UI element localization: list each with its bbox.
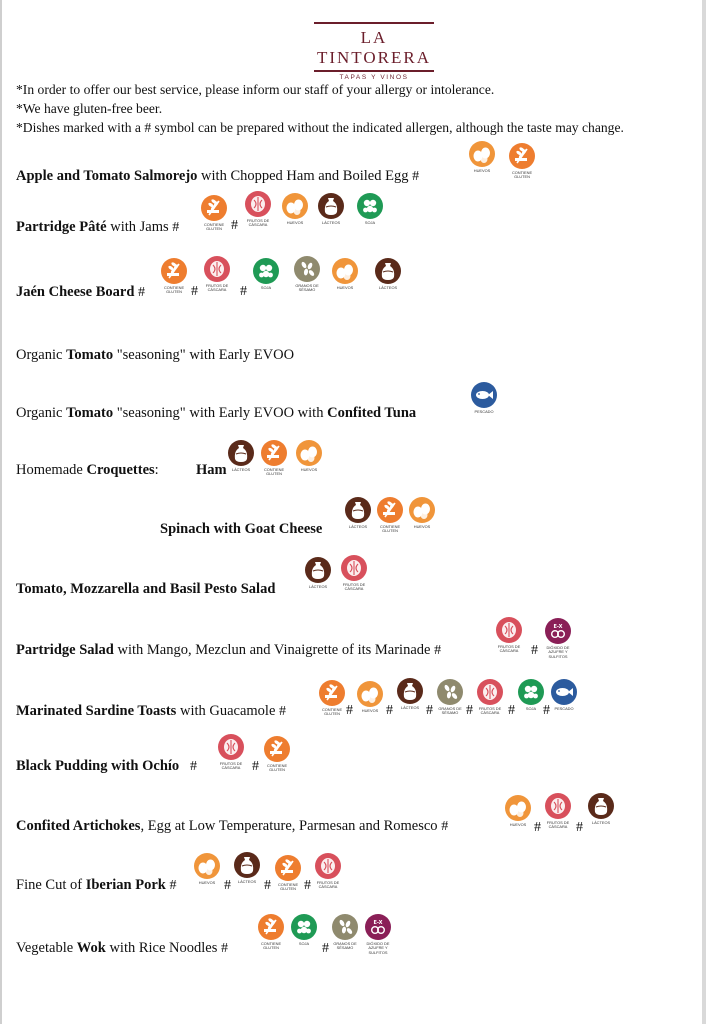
menu-item-mozzarella-salad [16,581,275,598]
item-name: Croquettes [86,462,155,478]
gluten-symbol [275,855,301,881]
allergen-huevos-icon [501,795,535,827]
gluten-symbol [264,736,290,762]
allergen-label: LÁCTEOS [348,524,368,529]
allergen-label: CONTIENE GLUTEN [266,763,288,773]
allergen-huevos-icon [353,681,387,713]
allergen-huevos-icon [190,853,224,885]
hash-marker: # [466,703,473,718]
allergen-lacteos-icon [341,497,375,529]
allergen-huevos-icon [278,193,312,225]
menu-item-partridge-salad [16,642,441,659]
allergen-label: SOJA [260,285,272,290]
huevos-symbol [332,258,358,284]
frutos-symbol [496,617,522,643]
allergen-huevos-icon [405,497,439,529]
allergen-label: HUEVOS [286,220,304,225]
allergen-gluten-icon [197,195,231,232]
allergen-soja-icon [249,258,283,290]
allergen-label: GRANOS DE SÉSAMO [438,706,462,716]
allergen-label: HUEVOS [300,467,318,472]
item-name: Tomato [66,405,114,421]
item-description: with Chopped Ham and Boiled Egg [197,168,409,184]
sesamo-symbol [437,679,463,705]
allergen-label: SOJA [525,706,537,711]
allergen-pescado-icon [467,382,501,414]
menu-item-croquettes [16,462,159,479]
allergen-gluten-icon [260,736,294,773]
gluten-symbol [261,440,287,466]
menu-item-wok [16,940,228,957]
lacteos-symbol [345,497,371,523]
hash-marker: # [543,703,550,718]
allergen-label: FRUTOS DE CÁSCARA [342,582,366,592]
sulfitos-symbol [365,914,391,940]
allergen-label: LÁCTEOS [378,285,398,290]
allergen-frutos-icon [311,853,345,890]
huevos-symbol [296,440,322,466]
allergen-sesamo-icon [433,679,467,716]
soja-symbol [253,258,279,284]
croquette-spinach [160,521,322,538]
note-allergy: *In order to offer our best service, please inform our staff of your allergy or intolerance. [16,82,495,97]
allergen-frutos-icon [214,734,248,771]
item-name: Black Pudding with Ochío [16,758,180,774]
item-description: "seasoning" with Early EVOO with [113,405,328,421]
allergen-sesamo-icon [328,914,362,951]
allergen-frutos-icon [337,555,371,592]
hash-marker: # [240,284,247,299]
allergen-lacteos-icon [230,852,264,884]
note-gluten-free-beer: *We have gluten-free beer. [16,101,163,116]
allergen-label: GRANOS DE SÉSAMO [295,283,319,293]
gluten-symbol [509,143,535,169]
allergen-frutos-icon [492,617,526,654]
allergen-gluten-icon [157,258,191,295]
allergen-huevos-icon [465,141,499,173]
item-prefix: Fine Cut of [16,877,86,893]
item-name: Ham [196,462,227,478]
allergen-lacteos-icon [224,440,258,472]
item-description: with Rice Noodles [105,940,218,956]
huevos-symbol [357,681,383,707]
menu-item-tomato [16,347,294,364]
menu-item-tomato-tuna [16,405,416,422]
item-name: Tomato [66,347,114,363]
huevos-symbol [194,853,220,879]
allergen-gluten-icon [315,680,349,717]
allergen-label: DIÓXIDO DE AZUFRE Y SULFITOS [366,941,390,955]
frutos-symbol [204,256,230,282]
item-name: Confited Artichokes [16,818,141,834]
hash-marker: # [191,284,198,299]
allergen-gluten-icon [373,497,407,534]
hash-marker: # [434,643,442,658]
menu-item-salmorejo [16,168,419,185]
item-name: Partridge Salad [16,642,114,658]
sesamo-symbol [294,256,320,282]
frutos-symbol [218,734,244,760]
hash-marker: # [534,820,541,835]
hash-marker: # [304,878,311,893]
item-prefix: Homemade [16,462,87,478]
lacteos-symbol [375,258,401,284]
allergen-label: CONTIENE GLUTEN [511,170,533,180]
logo-name: LA TINTORERA [316,28,431,67]
hash-marker: # [386,703,393,718]
hash-marker: # [231,218,238,233]
allergen-lacteos-icon [584,793,618,825]
svg-text:E-X: E-X [553,624,563,630]
allergen-gluten-icon [257,440,291,477]
hash-marker: # [531,643,538,658]
allergen-label: CONTIENE GLUTEN [263,467,285,477]
allergen-label: HUEVOS [336,285,354,290]
soja-symbol [518,679,544,705]
allergen-label: DIÓXIDO DE AZUFRE Y SULFITOS [546,645,570,659]
allergen-sulfitos-icon [541,618,575,659]
allergen-label: FRUTOS DE CÁSCARA [219,761,243,771]
hash-marker: # [221,941,228,956]
item-name-secondary: Confited Tuna [327,405,417,421]
item-description: with Guacamole [176,703,276,719]
hash-marker: # [252,759,259,774]
allergen-label: PESCADO [554,706,574,711]
item-name: Jaén Cheese Board [16,284,135,300]
allergen-label: CONTIENE GLUTEN [203,222,225,232]
allergen-frutos-icon [541,793,575,830]
allergen-label: HUEVOS [509,822,527,827]
frutos-symbol [245,191,271,217]
allergy-notes [16,80,624,137]
allergen-frutos-icon [241,191,275,228]
allergen-label: FRUTOS DE CÁSCARA [205,283,229,293]
lacteos-symbol [397,678,423,704]
lacteos-symbol [588,793,614,819]
menu-item-pate [16,219,179,236]
item-prefix: Vegetable [16,940,77,956]
item-description: "seasoning" with Early EVOO [113,347,295,363]
allergen-label: LÁCTEOS [321,220,341,225]
allergen-label: CONTIENE GLUTEN [277,882,299,892]
allergen-label: HUEVOS [473,168,491,173]
frutos-symbol [341,555,367,581]
allergen-label: PESCADO [474,409,494,414]
frutos-symbol [545,793,571,819]
hash-marker: # [576,820,583,835]
gluten-symbol [161,258,187,284]
lacteos-symbol [318,193,344,219]
allergen-label: LÁCTEOS [591,820,611,825]
item-description: with Mango, Mezclun and Vinaigrette of its Marinade [113,642,431,658]
allergen-label: HUEVOS [413,524,431,529]
allergen-label: CONTIENE GLUTEN [260,941,282,951]
allergen-label: CONTIENE GLUTEN [321,707,343,717]
pescado-symbol [551,679,577,705]
page-border-left [0,0,2,1024]
hash-marker: # [346,703,353,718]
item-description: : [154,462,159,478]
allergen-label: CONTIENE GLUTEN [379,524,401,534]
allergen-huevos-icon [292,440,326,472]
allergen-sulfitos-icon [361,914,395,955]
allergen-label: CONTIENE GLUTEN [163,285,185,295]
huevos-symbol [409,497,435,523]
lacteos-symbol [228,440,254,466]
allergen-gluten-icon [505,143,539,180]
lacteos-symbol [305,557,331,583]
item-name: Wok [76,940,106,956]
allergen-label: FRUTOS DE CÁSCARA [316,880,340,890]
item-name: Marinated Sardine Toasts [16,703,177,719]
gluten-symbol [258,914,284,940]
allergen-lacteos-icon [301,557,335,589]
frutos-symbol [315,853,341,879]
allergen-frutos-icon [200,256,234,293]
allergen-sesamo-icon [290,256,324,293]
item-name: Iberian Pork [85,877,166,893]
huevos-symbol [469,141,495,167]
gluten-symbol [319,680,345,706]
croquette-ham [196,462,227,479]
gluten-symbol [377,497,403,523]
allergen-label: HUEVOS [361,708,379,713]
hash-marker: # [264,878,271,893]
hash-marker: # [172,220,180,235]
page-border-right [702,0,706,1024]
menu-item-sardine-toasts [16,703,286,720]
allergen-label: HUEVOS [198,880,216,885]
allergen-label: FRUTOS DE CÁSCARA [497,644,521,654]
allergen-label: LÁCTEOS [308,584,328,589]
sulfitos-symbol [545,618,571,644]
frutos-symbol [477,679,503,705]
allergen-label: SOJA [298,941,310,946]
allergen-frutos-icon [473,679,507,716]
allergen-soja-icon [353,193,387,225]
allergen-label: LÁCTEOS [237,879,257,884]
hash-marker: # [508,703,515,718]
hash-marker: # [322,941,329,956]
hash-marker: # [190,759,198,774]
allergen-gluten-icon [271,855,305,892]
hash-marker: # [169,878,177,893]
pescado-symbol [471,382,497,408]
item-prefix: Organic [16,347,67,363]
allergen-pescado-icon [547,679,581,711]
allergen-lacteos-icon [371,258,405,290]
menu-item-cheese-board [16,284,145,301]
gluten-symbol [201,195,227,221]
allergen-label: FRUTOS DE CÁSCARA [546,820,570,830]
item-name: Tomato, Mozzarella and Basil Pesto Salad [16,581,276,597]
item-name: Spinach with Goat Cheese [160,521,323,537]
soja-symbol [291,914,317,940]
hash-marker: # [224,878,231,893]
lacteos-symbol [234,852,260,878]
logo-subtitle: TAPAS Y VINOS [339,74,409,81]
soja-symbol [357,193,383,219]
allergen-soja-icon [287,914,321,946]
svg-text:E-X: E-X [373,920,383,926]
hash-marker: # [441,819,449,834]
item-prefix: Organic [16,405,67,421]
menu-item-black-pudding [16,758,197,775]
note-hash-symbol: *Dishes marked with a # symbol can be prepared without the indicated allergen, although the taste may change. [16,120,624,135]
restaurant-logo [312,22,436,81]
hash-marker: # [279,704,287,719]
menu-item-artichokes [16,818,448,835]
huevos-symbol [505,795,531,821]
allergen-label: FRUTOS DE CÁSCARA [246,218,270,228]
sesamo-symbol [332,914,358,940]
allergen-lacteos-icon [314,193,348,225]
huevos-symbol [282,193,308,219]
item-name: Apple and Tomato Salmorejo [16,168,198,184]
menu-item-iberian-pork [16,877,176,894]
allergen-huevos-icon [328,258,362,290]
allergen-label: SOJA [364,220,376,225]
allergen-label: GRANOS DE SÉSAMO [333,941,357,951]
allergen-label: LÁCTEOS [231,467,251,472]
item-name: Partridge Pâté [16,219,107,235]
allergen-label: FRUTOS DE CÁSCARA [478,706,502,716]
item-description: with Jams [106,219,169,235]
allergen-lacteos-icon [393,678,427,710]
allergen-label: LÁCTEOS [400,705,420,710]
hash-marker: # [426,703,433,718]
allergen-gluten-icon [254,914,288,951]
hash-marker: # [138,285,146,300]
item-description: , Egg at Low Temperature, Parmesan and Romesco [140,818,438,834]
hash-marker: # [412,169,420,184]
